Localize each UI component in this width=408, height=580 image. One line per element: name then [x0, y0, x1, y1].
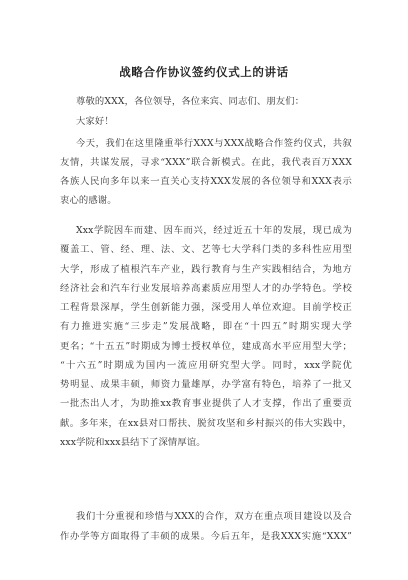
paragraph-1-line: 衷心的感谢。: [60, 195, 117, 206]
salutation: 尊敬的XXX，各位领导，各位来宾、同志们、朋友们：: [76, 96, 305, 107]
paragraph-2-line: 工程背景深厚，学生创新能力强，深受用人单位欢迎。目前学校正: [60, 302, 352, 313]
paragraph-1-line: 各族人民向多年以来一直关心支持XXX发展的各位领导和XXX表示: [60, 176, 352, 187]
paragraph-2-line: 经济社会和汽车行业发展培养高素质应用型人才的办学特色。学校: [60, 283, 352, 294]
greeting: 大家好！: [76, 116, 114, 127]
paragraph-2-line: Xxx学院因车而建、因车而兴，经过近五十年的发展，现已成为: [76, 225, 352, 236]
paragraph-2-line: 大学，形成了植根汽车产业，践行教育与生产实践相结合，为地方: [60, 264, 352, 275]
paragraph-3-line: 我们十分重视和珍惜与XXX的合作，双方在重点项目建设以及合: [76, 511, 352, 522]
paragraph-2-line: 有力推进实施“三步走”发展战略，即在“十四五”时期实现大学: [60, 321, 352, 332]
paragraph-2-line: 势明显、成果丰硕，师资力量雄厚，办学富有特色，培养了一批又: [60, 379, 352, 390]
paragraph-1-line: 今天，我们在这里隆重举行XXX与XXX战略合作签约仪式，共叙: [76, 138, 352, 149]
paragraph-3-line: 作办学等方面取得了丰硕的成果。今后五年，是我XXX实施“XXX”: [60, 531, 352, 542]
paragraph-1-line: 友情，共谋发展，寻求“XXX”联合新模式。在此，我代表百万XXX: [60, 157, 352, 168]
paragraph-2-line: “十六五”时期成为国内一流应用研究型大学。同时，xxx学院优: [60, 360, 352, 371]
paragraph-2-line: 覆盖工、管、经、理、法、文、艺等七大学科门类的多科性应用型: [60, 244, 352, 255]
document-title: 战略合作协议签约仪式上的讲话: [119, 65, 289, 79]
paragraph-2-line: xxx学院和xxx县结下了深情厚谊。: [60, 437, 206, 448]
paragraph-2-line: 献。多年来，在xx县对口帮扶、脱贫攻坚和乡村振兴的伟大实践中，: [60, 418, 352, 429]
paragraph-2-line: 更名；“十五五”时期成为博士授权单位，建成高水平应用型大学；: [60, 341, 352, 352]
paragraph-2-line: 一批杰出人才，为助推xx教育事业提供了人才支撑，作出了重要贡: [60, 398, 352, 409]
